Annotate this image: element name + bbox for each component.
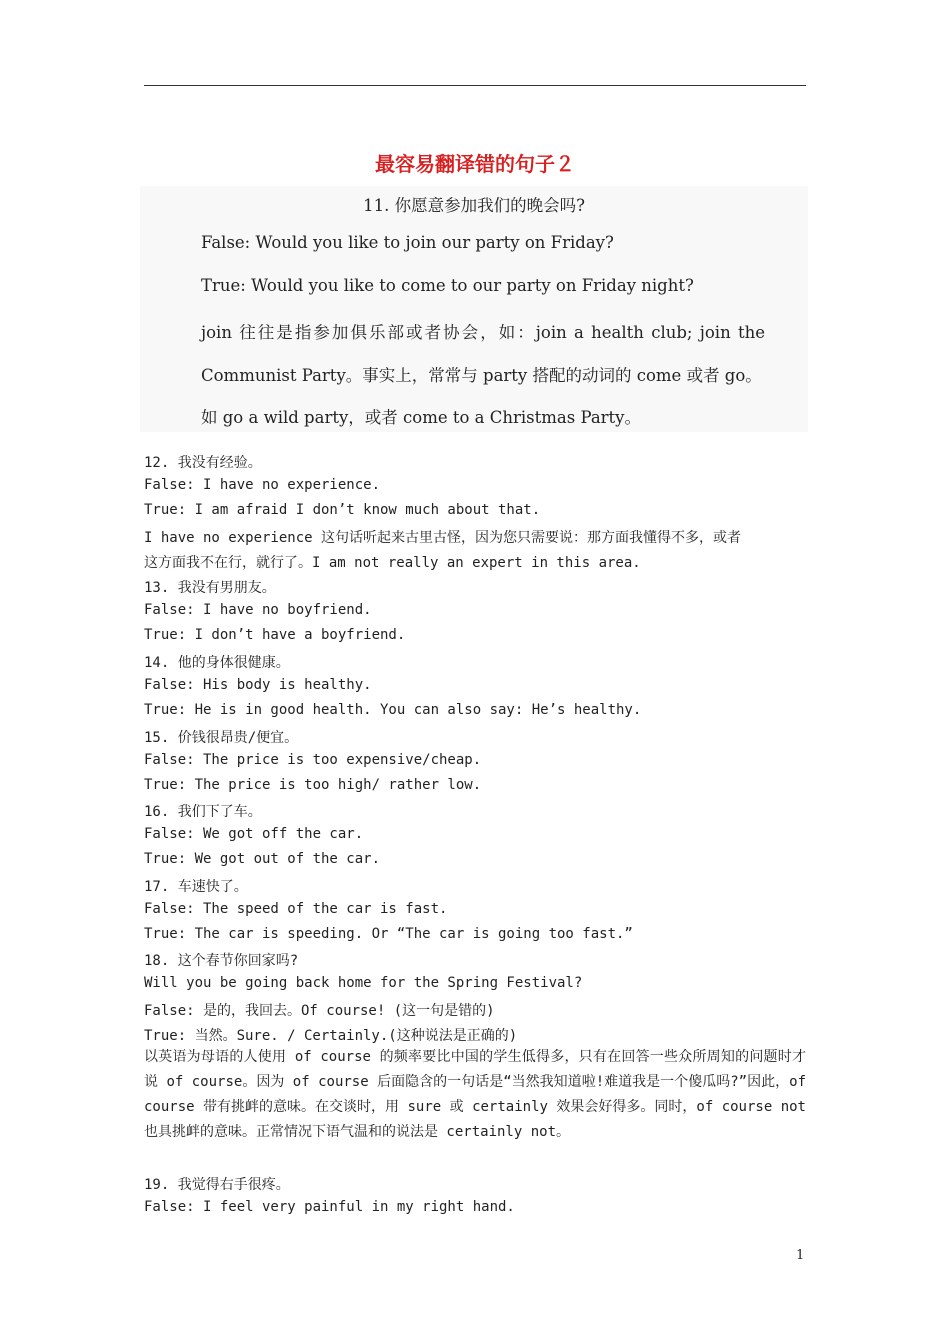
text-line: True: I am afraid I don’t know much about that.	[144, 502, 541, 518]
text-line: True: He is in good health. You can also say: He’s healthy.	[144, 702, 642, 718]
text-line: 19. 我觉得右手很疼。	[144, 1177, 290, 1193]
text-line: True: 当然。Sure. / Certainly.(这种说法是正确的)	[144, 1028, 518, 1044]
item-11-box	[140, 186, 808, 432]
item-11-false: False: Would you like to join our party on Friday?	[201, 233, 614, 252]
text-line: True: We got out of the car.	[144, 851, 381, 867]
text-line: True: The price is too high/ rather low.	[144, 777, 482, 793]
text-line: False: I have no boyfriend.	[144, 602, 372, 618]
text-line: False: The speed of the car is fast.	[144, 901, 448, 917]
text-line: False: We got off the car.	[144, 826, 364, 842]
item-11-true: True: Would you like to come to our party on Friday night?	[201, 276, 694, 295]
text-line: True: The car is speeding. Or “The car is going too fast.”	[144, 926, 633, 942]
item-11-note-line-1: join 往往是指参加俱乐部或者协会，如：join a health club; join the	[201, 323, 765, 342]
text-line: 这方面我不在行，就行了。I am not really an expert in this area.	[144, 555, 641, 571]
text-line: 17. 车速快了。	[144, 879, 248, 895]
text-line: 14. 他的身体很健康。	[144, 655, 290, 671]
page-number: 1	[796, 1248, 805, 1263]
text-line: 13. 我没有男朋友。	[144, 580, 276, 596]
item-11-note-line-2: Communist Party。事实上，常常与 party 搭配的动词的 come 或者 go。	[201, 366, 762, 385]
text-line: Will you be going back home for the Spring Festival?	[144, 975, 583, 991]
paragraph-18-note: 以英语为母语的人使用 of course 的频率要比中国的学生低得多，只有在回答一些众所周知的问题时才说 of course。因为 of course 后面隐含的一句话是“当然我知道啦!难道我是一个傻瓜吗?”因此，of course 带有挑衅的意味。在交谈时，用 sure 或 certainly 效果会好得多。同时，of course not 也具挑衅的意味。正常情况下语气温和的说法是 certainly not。	[144, 1049, 806, 1140]
page-title: 最容易翻译错的句子２	[375, 152, 575, 176]
text-line: False: I feel very painful in my right hand.	[144, 1199, 515, 1215]
item-11-question: 11. 你愿意参加我们的晚会吗?	[363, 196, 585, 215]
text-line: I have no experience 这句话听起来古里古怪，因为您只需要说：那方面我懂得不多，或者	[144, 530, 742, 546]
text-line: False: I have no experience.	[144, 477, 381, 493]
text-line: 15. 价钱很昂贵/便宜。	[144, 730, 299, 746]
text-line: False: 是的，我回去。Of course! (这一句是错的)	[144, 1003, 495, 1019]
text-line: False: His body is healthy.	[144, 677, 372, 693]
text-line: 12. 我没有经验。	[144, 455, 262, 471]
text-line: True: I don’t have a boyfriend.	[144, 627, 406, 643]
header-rule	[144, 85, 806, 86]
text-line: False: The price is too expensive/cheap.	[144, 752, 482, 768]
text-line: 18. 这个春节你回家吗?	[144, 953, 299, 969]
item-11-note-line-3: 如 go a wild party，或者 come to a Christmas Party。	[201, 408, 642, 427]
text-line: 16. 我们下了车。	[144, 804, 262, 820]
